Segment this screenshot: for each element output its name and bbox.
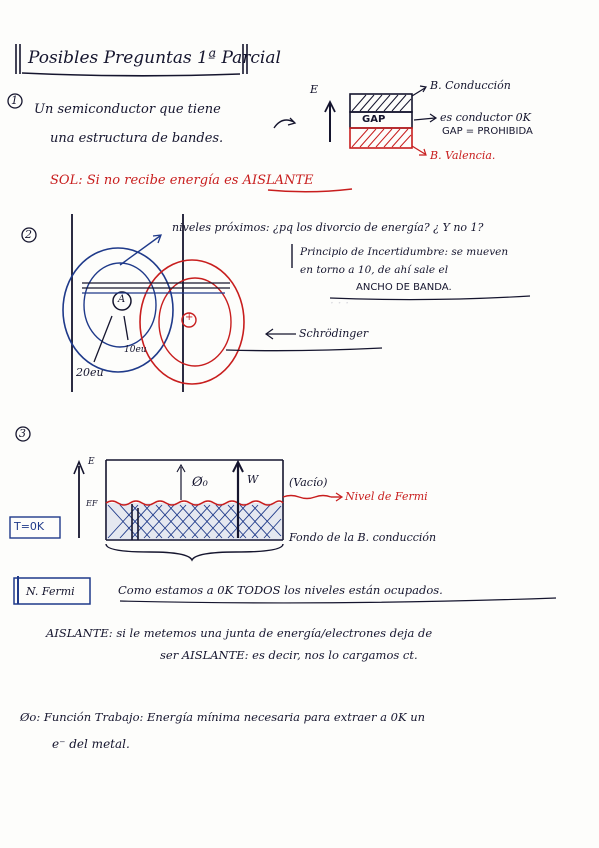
brace	[106, 544, 283, 560]
q1-note-line2: GAP = PROHIBIDA	[442, 126, 533, 137]
q2-principio-line2: en torno a 10, de ahí sale el	[300, 264, 449, 276]
bleed-through-mark: · · ·	[330, 296, 350, 310]
vacio-label: (Vacío)	[289, 476, 328, 489]
band-bottom-label: B. Valencia.	[430, 149, 496, 162]
question-number-1: 1	[11, 94, 18, 107]
question-number-3: 3	[19, 427, 26, 440]
q1-text-line2: una estructura de bandes.	[50, 131, 224, 146]
label-10eu: 10eu	[124, 345, 147, 355]
funcion-line2: e⁻ del metal.	[52, 737, 130, 751]
gap-label: GAP	[362, 114, 386, 125]
fermi-box-label: N. Fermi	[26, 585, 75, 598]
q2-niveles: niveles próximos: ¿pq los divorcio de energía? ¿ Y no 1?	[172, 221, 484, 234]
fermi-text: Como estamos a 0K TODOS los niveles están ocupados.	[118, 583, 443, 597]
phi-label: Ø₀	[192, 475, 208, 490]
w-label: W	[247, 473, 259, 486]
q1-axis-label: E	[310, 83, 319, 96]
q2-principio-line1: Principio de Incertidumbre: se mueven	[300, 246, 509, 258]
q1-text-line1: Un semiconductor que tiene	[34, 102, 221, 117]
fondo-label: Fondo de la B. conducción	[289, 531, 437, 544]
q1-note-line1: es conductor 0K	[440, 111, 531, 124]
aislante-line1: AISLANTE: si le metemos una junta de energía/electrones deja de	[46, 626, 433, 640]
metal-energy-diagram	[74, 457, 283, 540]
atom-symbol: A	[118, 294, 126, 305]
q2-principio-line3: ANCHO DE BANDA.	[356, 282, 452, 293]
label-20eu: 20eu	[76, 366, 104, 379]
page-title: Posibles Preguntas 1ª Parcial	[28, 48, 281, 68]
question-number-2: 2	[25, 228, 32, 241]
aislante-line2: ser AISLANTE: es decir, nos lo cargamos ct.	[160, 648, 418, 662]
nivel-fermi-label: Nivel de Fermi	[345, 490, 428, 503]
band-top-label: B. Conducción	[430, 79, 511, 92]
schrodinger-underline	[226, 348, 382, 351]
q1-solution: SOL: Si no recibe energía es AISLANTE	[50, 173, 314, 188]
schrodinger-label: Schrödinger	[299, 327, 369, 340]
t-zero-label: T=0K	[14, 520, 45, 533]
aislante-underline	[268, 189, 352, 192]
positive-charge-symbol: +	[185, 312, 194, 323]
ef-label: EF	[86, 499, 98, 508]
funcion-line1: Øo: Función Trabajo: Energía mínima necesaria para extraer a 0K un	[20, 710, 426, 724]
q3-axis-label: E	[88, 457, 95, 467]
